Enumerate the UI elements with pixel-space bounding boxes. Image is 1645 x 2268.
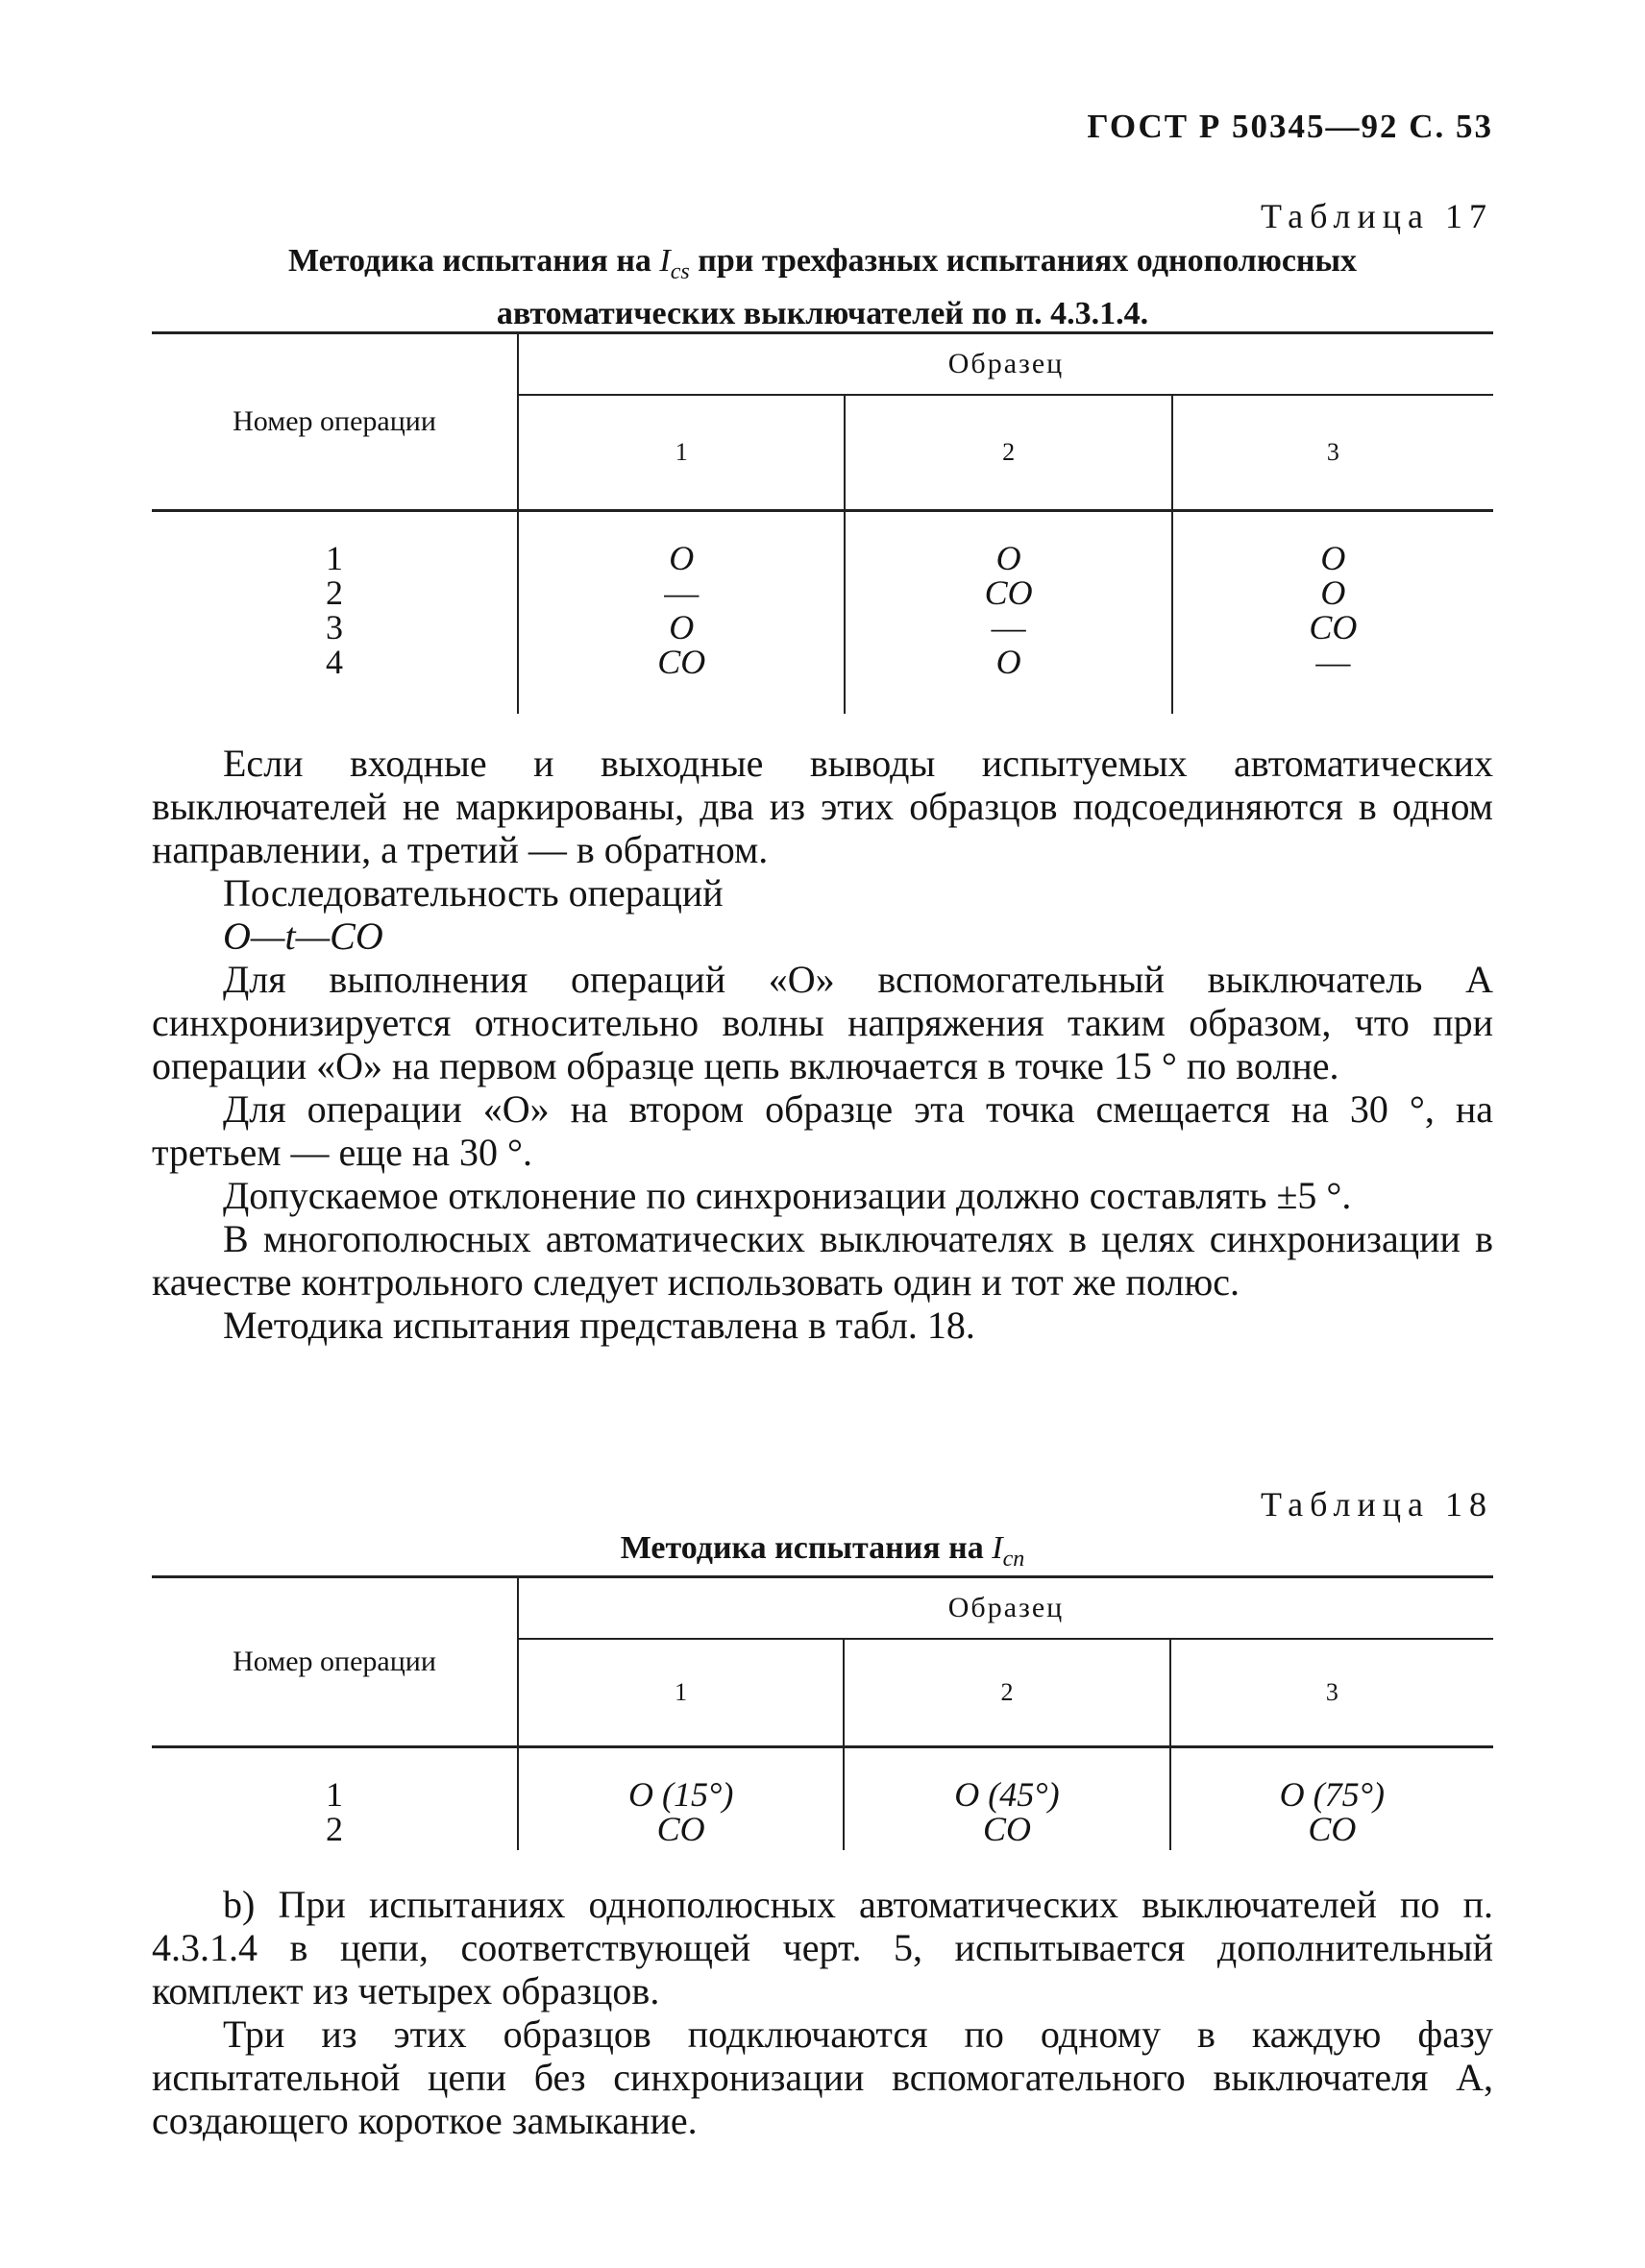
table18-op: 2 [326, 1809, 343, 1848]
table18-symbol: I [992, 1530, 1003, 1566]
table18-label: Таблица 18 [1261, 1485, 1493, 1524]
paragraph: Для выполнения операций «O» вспомогательный выключатель А синхронизируется относительно волны напряжения таким образом, что при операции «O» на первом образце цепь включается в точке 15 ° по волне. [152, 958, 1493, 1087]
table17-col-operation: Номер операции [152, 333, 518, 511]
table17-value: O [1320, 538, 1346, 577]
table18-value: O (45°) [954, 1774, 1060, 1814]
table18-col-operation: Номер операции [152, 1577, 518, 1747]
table18-value: CO [982, 1809, 1031, 1848]
table18-sample1-values [518, 1746, 844, 1850]
table18 [152, 1575, 1493, 1850]
table18-operations [152, 1746, 518, 1850]
table18-title-before: Методика испытания на [620, 1530, 984, 1566]
table18-sample3-values [1170, 1746, 1493, 1850]
paragraph: Три из этих образцов подключаются по одному в каждую фазу испытательной цепи без синхронизации вспомогательного выключателя А, создающего короткое замыкание. [152, 2012, 1493, 2142]
paragraph: Допускаемое отклонение по синхронизации должно составлять ±5 °. [223, 1174, 1352, 1217]
table17-value: O [1320, 573, 1346, 612]
table17-value: — [1315, 642, 1351, 681]
table17-label: Таблица 17 [1261, 197, 1493, 235]
table17-op: 4 [326, 642, 343, 681]
table18-value: CO [656, 1809, 705, 1848]
table17-sample3-values [1172, 510, 1493, 714]
table18-symbol-sub: cn [1002, 1546, 1025, 1572]
table17-col-sample: Образец [518, 333, 1493, 396]
table17-value: CO [984, 573, 1033, 612]
paragraph: Для операции «O» на втором образце эта точка смещается на 30 °, на третьем — еще на 30 °. [152, 1087, 1493, 1174]
table18-col-sample: Образец [518, 1577, 1493, 1640]
table17 [152, 331, 1493, 714]
paragraph: В многополюсных автоматических выключателях в целях синхронизации в качестве контрольного следует использовать один и тот же полюс. [152, 1217, 1493, 1304]
table17-op: 2 [326, 573, 343, 612]
table17-title [144, 240, 1501, 335]
operation-sequence: O—t—CO [223, 915, 383, 958]
table18-sample2-values [844, 1746, 1169, 1850]
table17-operations [152, 510, 518, 714]
table17-title-before: Методика испытания на [287, 243, 651, 279]
table17-title-line2: автоматических выключателей по п. 4.3.1.4. [496, 295, 1149, 331]
table17-sample1-values [518, 510, 845, 714]
table18-sample-2: 2 [844, 1639, 1169, 1746]
table17-sample-1: 1 [518, 395, 845, 510]
table17-sample2-values [845, 510, 1171, 714]
paragraph: Если входные и выходные выводы испытуемых автоматических выключателей не маркированы, два из этих образцов подсоединяются в одном направлении, а третий — в обратном. [152, 742, 1493, 871]
table17-value: CO [1309, 607, 1358, 646]
table17-value: O [995, 642, 1021, 681]
table17-value: O [669, 538, 695, 577]
table17-value: — [664, 573, 700, 612]
table18-value: O (75°) [1279, 1774, 1386, 1814]
table17-sample-3: 3 [1172, 395, 1493, 510]
table18-sample-3: 3 [1170, 1639, 1493, 1746]
body-text-after [152, 1883, 1493, 2142]
table18-title [144, 1527, 1501, 1580]
table17-title-after: при трехфазных испытаниях однополюсных [698, 243, 1358, 279]
table17-symbol: I [659, 243, 671, 279]
table17-symbol-sub: cs [670, 258, 690, 284]
table17-value: CO [657, 642, 706, 681]
table17-value: O [995, 538, 1021, 577]
paragraph: Методика испытания представлена в табл. 18. [223, 1304, 975, 1347]
table18-sample-1: 1 [518, 1639, 844, 1746]
body-text [152, 742, 1493, 1347]
table17-op: 1 [326, 538, 343, 577]
paragraph: b) При испытаниях однополюсных автоматических выключателей по п. 4.3.1.4 в цепи, соответствующей черт. 5, испытывается дополнительный комплект из четырех образцов. [152, 1883, 1493, 2012]
paragraph: Последовательность операций [223, 871, 724, 915]
table17-value: — [991, 607, 1026, 646]
table18-value: O (15°) [627, 1774, 734, 1814]
table17-sample-2: 2 [845, 395, 1171, 510]
table18-value: CO [1308, 1809, 1357, 1848]
table18-op: 1 [326, 1774, 343, 1814]
page-header: ГОСТ Р 50345—92 С. 53 [1087, 108, 1493, 145]
table17-op: 3 [326, 607, 343, 646]
table17-value: O [669, 607, 695, 646]
